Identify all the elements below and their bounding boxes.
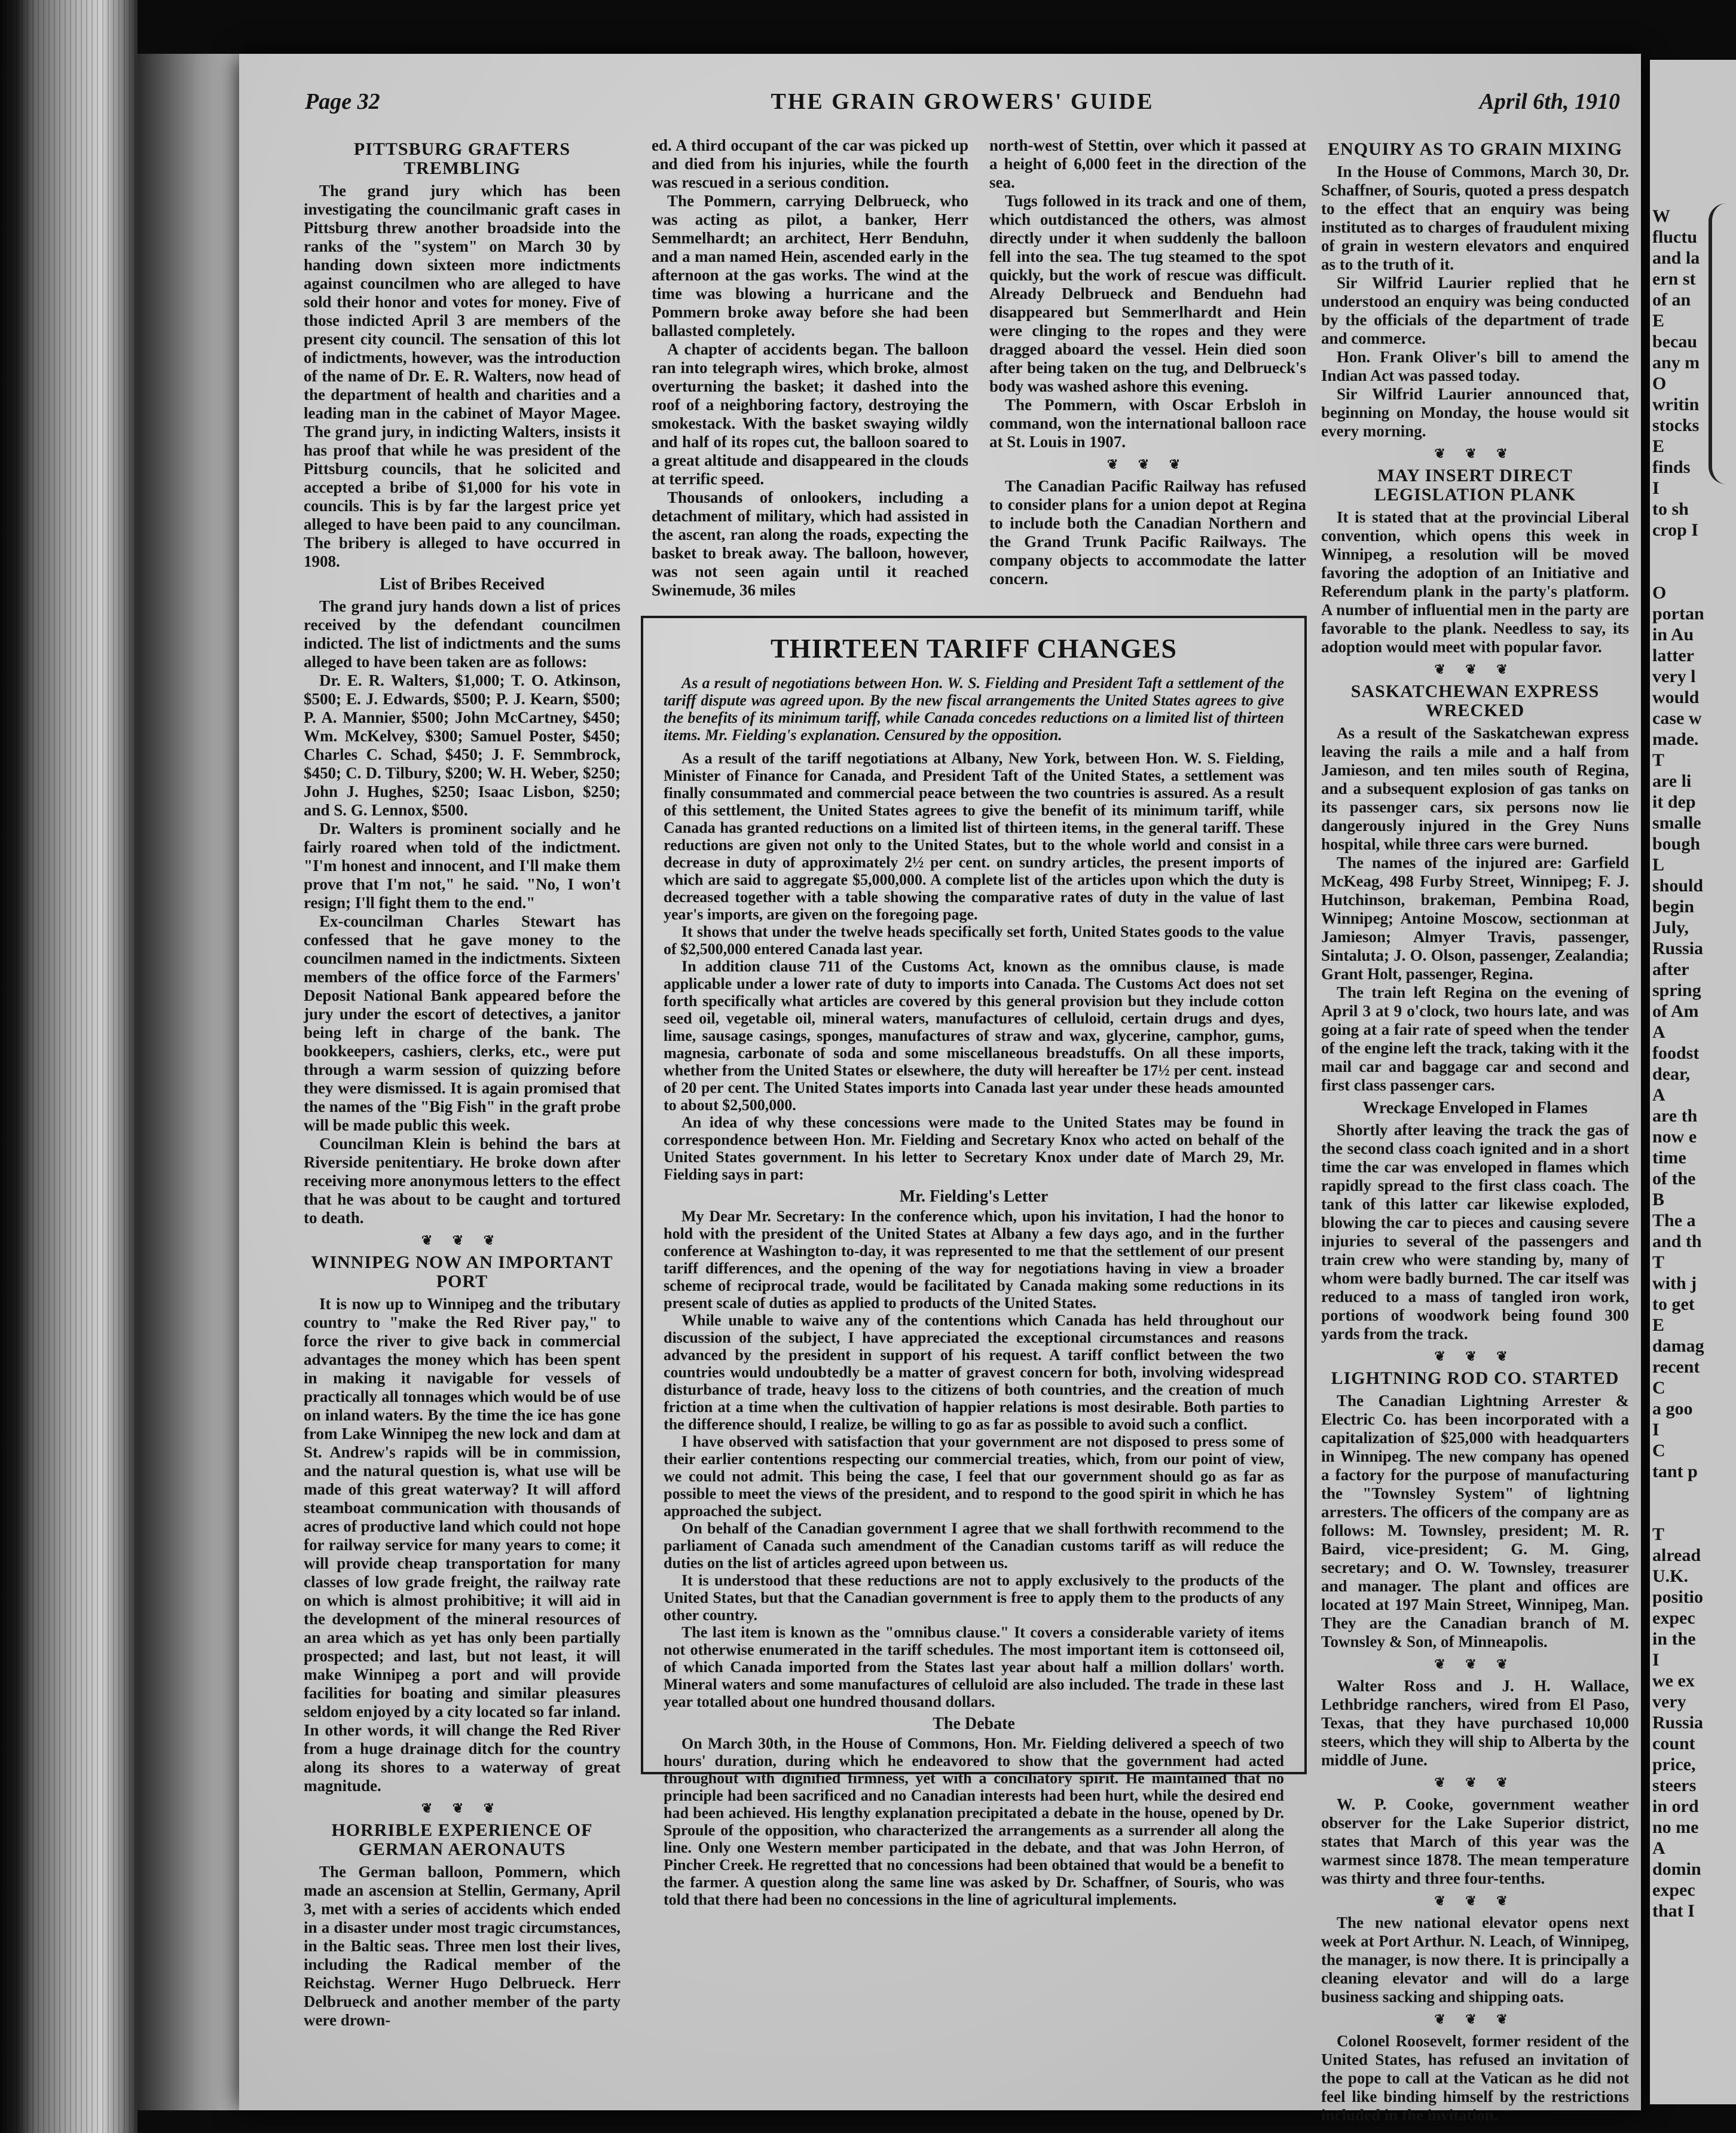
paragraph: While unable to waive any of the contentions which Canada has held throughout our discussion of the subject, I have appreciated the exceptional circumstances and reasons advanced by the president in support of his request. A tariff conflict between the two countries would undoubtedly be a matter of gravest concern for both, involving widespread disturbance of trade, heavy loss to the citizens of both countries, and the creation of much friction at a time when the cultivation of happier relations is most desirable. Both parties to the difference should, I realize, be willing to go as far as possible to avoid such a conflict. (664, 1312, 1284, 1433)
facing-page-line: it dep (1652, 792, 1696, 812)
facing-page-line: are th (1652, 1106, 1698, 1126)
facing-page-line: latter (1652, 646, 1694, 665)
paragraph: ed. A third occupant of the car was picked up and died from his injuries, while the fourth was rescued in a serious condition. (652, 136, 968, 191)
facing-page-line: and la (1652, 248, 1700, 268)
headline-winnipeg-port: WINNIPEG NOW AN IMPORTANT PORT (311, 1252, 613, 1291)
facing-page-line: T (1652, 750, 1665, 770)
issue-date: April 6th, 1910 (1479, 89, 1620, 114)
facing-page-line: case w (1652, 708, 1702, 728)
paragraph: Sir Wilfrid Laurier replied that he understood an enquiry was being conducted by the officials of the department of trade and commerce. (1321, 274, 1629, 347)
facing-page-line: C (1652, 1441, 1665, 1460)
subheading-debate: The Debate (933, 1715, 1015, 1733)
paragraph: Hon. Frank Oliver's bill to amend the Indian Act was passed today. (1321, 348, 1629, 384)
facing-page-line: A (1652, 1838, 1665, 1858)
paragraph: Councilman Klein is behind the bars at Riverside penitentiary. He broke down after receiving more anonymous letters to the effect that he was about to be caught and tortured to death. (304, 1135, 621, 1227)
facing-page-line: tant p (1652, 1462, 1698, 1481)
facing-page-line: time (1652, 1148, 1686, 1168)
facing-page-line: E (1652, 1315, 1665, 1335)
facing-page-line: July, (1652, 918, 1689, 937)
masthead (305, 88, 1620, 120)
facing-page-line: of an (1652, 290, 1691, 310)
headline-direct-legislation: MAY INSERT DIRECT LEGISLATION PLANK (1374, 466, 1576, 505)
page-number: Page 32 (305, 89, 380, 114)
facing-page-line: The a (1652, 1211, 1696, 1230)
facing-page-line: portan (1652, 604, 1704, 624)
facing-page-line: in Au (1652, 625, 1694, 644)
facing-page-line: now e (1652, 1127, 1697, 1147)
paragraph: The grand jury which has been investigating the councilmanic graft cases in Pittsburg threw another broadside into the ranks of the "system" on March 30 by handing down sixteen more indictments against councilmen who are alleged to have sold their honor and votes for money. Five of those indicted April 3 are members of the present city council. The sensation of this lot of indictments, however, was the introduction of the name of Dr. E. R. Walters, now head of the department of health and charities and a leading man in the cabinet of Mayor Magee. The grand jury, in indicting Walters, insists it has proof that while he was president of the Pittsburg councils, that he solicited and accepted a bribe of $1,000 for his vote in councils. This is by far the largest price yet alleged to have been paid to any councilman. The bribery is alleged to have occurred in 1908. (304, 182, 621, 570)
facing-page-line: crop I (1652, 520, 1698, 540)
facing-page-line: O (1652, 583, 1667, 603)
paragraph: Dr. E. R. Walters, $1,000; T. O. Atkinson, $500; E. J. Edwards, $500; P. J. Kearn, $500; P. A. Mannier, $500; John McCartney, $450; Wm. McKelvey, $300; Samuel Poster, $450; Charles C. Schad, $450; J. F. Semmbrock, $450; C. D. Tilbury, $200; W. H. Weber, $250; John J. Hughes, $250; Isaac Lisbon, $250; and S. G. Lennox, $500. (304, 671, 621, 819)
facing-page-line: bough (1652, 834, 1701, 854)
paragraph: An idea of why these concessions were made to the United States may be found in correspondence between Hon. Mr. Fielding and Secretary Knox who acted on behalf of the United States government. In his letter to Secretary Knox under date of March 29, Mr. Fielding says in part: (664, 1114, 1284, 1183)
column-2 (652, 136, 968, 600)
paragraph: It is now up to Winnipeg and the tributary country to "make the Red River pay," to force the river to give back in commercial advantages the money which has been spent in making it navigable for vessels of practically all tonnages which would be of use on inland waters. By the time the ice has gone from Lake Winnipeg the new lock and dam at St. Andrew's rapids will be in commission, and the natural question is, what use will be made of this great waterway? It will afford steamboat communication with thousands of acres of productive land which could not hope for railway service for many years to come; it will provide cheap transportation for many classes of low grade freight, the railway rate on which is almost prohibitive; it will aid in the development of the mineral resources of an area which as yet has only been partially prospected; and last, but not least, it will make Winnipeg a port and will provide facilities for boating and similar pleasures seldom enjoyed by a city located so far inland. In other words, it will change the Red River from a huge drainage ditch for the country along its shores to a waterway of great magnitude. (304, 1295, 621, 1795)
headline-tariff: THIRTEEN TARIFF CHANGES (771, 633, 1177, 664)
facing-page-line: spring (1652, 980, 1701, 1000)
paragraph: The train left Regina on the evening of April 3 at 9 o'clock, two hours late, and was going at a fair rate of speed when the tender of the engine left the track, taking with it the mail car and baggage car and second and first class passenger cars. (1321, 983, 1629, 1094)
paragraph: On March 30th, in the House of Commons, Hon. Mr. Fielding delivered a speech of two hours' duration, during which he endeavored to show that the government had acted throughout with dignified firmness, yet with a conciliatory spirit. He maintained that no principle had been sacrificed and no Canadian interests had been hurt, while the desired end had been achieved. His lengthy explanation precipitated a debate in the house, opened by Dr. Sproule of the opposition, who characterized the arrangements as a surrender all along the line. Only one Western member participated in the debate, and that was John Herron, of Pincher Creek. He regretted that no concessions had been obtained that would be a benefit to the farmer. A question along the same line was asked by Dr. Schaffner, of Souris, who was told that there had been no concessions in the line of agricultural implements. (664, 1735, 1284, 1908)
facing-page-line: made. (1652, 729, 1699, 749)
facing-page-line: expec (1652, 1608, 1695, 1628)
headline-express-wrecked: SASKATCHEWAN EXPRESS WRECKED (1350, 682, 1600, 720)
facing-page-line: E (1652, 436, 1665, 456)
paragraph: The names of the injured are: Garfield McKeag, 498 Furby Street, Winnipeg; F. J. Hutchinson, brakeman, Pembina Road, Winnipeg; Antoine Moscow, sectionman at Jamieson; Almyer Travis, passenger, Sintaluta; J. O. Olson, passenger, Zealandia; Grant Holt, passenger, Regina. (1321, 854, 1629, 983)
facing-page-line (1650, 1483, 1736, 1504)
subheading-bribes: List of Bribes Received (379, 575, 545, 594)
facing-page-line: I (1652, 1650, 1659, 1670)
facing-page-line: would (1652, 687, 1700, 707)
paragraph: W. P. Cooke, government weather observer for the Lake Superior district, states that March of this year was the warmest since 1878. The mean temperature was thirty and three four-tenths. (1321, 1795, 1629, 1887)
facing-page-line: very (1652, 1692, 1686, 1712)
subheading-wreckage: Wreckage Enveloped in Flames (1362, 1099, 1588, 1117)
paragraph: The grand jury hands down a list of prices received by the defendant councilmen indicted. The list of indictments and the sums alleged to have been taken are as follows: (304, 597, 621, 671)
facing-page-line: and th (1652, 1231, 1702, 1251)
facing-page-illustration (1709, 203, 1736, 484)
facing-page-line: to get (1652, 1294, 1695, 1314)
section-ornament: ❦ ❦ ❦ (1434, 2012, 1516, 2027)
headline-lightning-rod: LIGHTNING ROD CO. STARTED (1331, 1368, 1619, 1388)
facing-page-line (1650, 123, 1736, 143)
facing-page-line: writin (1652, 395, 1700, 414)
paragraph: Walter Ross and J. H. Wallace, Lethbridge ranchers, wired from El Paso, Texas, that they have purchased 10,000 steers, which they will ship to Alberta by the middle of June. (1321, 1677, 1629, 1769)
paragraph: It is stated that at the provincial Liberal convention, which opens this week in Winnipeg, a resolution will be moved favoring the adoption of an Initiative and Referendum plank in the party's platform. A number of influential men in the party are favorable to the plank. Needless to say, its adoption would meet with popular favor. (1321, 508, 1629, 656)
tariff-article-box (641, 616, 1307, 1908)
facing-page-line: Russia (1652, 1713, 1704, 1732)
facing-page-line: I (1652, 478, 1659, 498)
paragraph: north-west of Stettin, over which it passed at a height of 6,000 feet in the direction of the sea. (989, 136, 1306, 191)
facing-page-fragment (1650, 60, 1736, 2104)
facing-page-line: no me (1652, 1817, 1699, 1837)
paragraph: On behalf of the Canadian government I agree that we shall forthwith recommend to the parliament of Canada such amendment of the Canadian customs tariff as will reduce the duties on the list of articles agreed upon between us. (664, 1520, 1284, 1572)
facing-page-line: we ex (1652, 1671, 1695, 1691)
facing-page-line: expec (1652, 1880, 1695, 1900)
facing-page-line: smalle (1652, 813, 1701, 833)
headline-grain-mixing: ENQUIRY AS TO GRAIN MIXING (1328, 139, 1622, 159)
column-4 (1321, 136, 1629, 2125)
facing-page-line: B (1652, 1190, 1665, 1209)
facing-page-line: T (1652, 1252, 1665, 1272)
facing-page-line (1650, 143, 1736, 164)
section-ornament: ❦ ❦ ❦ (1434, 1775, 1516, 1790)
newspaper-page (239, 54, 1641, 2124)
facing-page-line: are li (1652, 771, 1692, 791)
facing-page-line: stocks (1652, 415, 1700, 435)
newspaper-title: THE GRAIN GROWERS' GUIDE (771, 89, 1154, 114)
facing-page-line (1650, 81, 1736, 102)
facing-page-line: foodst (1652, 1043, 1700, 1063)
headline-aeronauts: HORRIBLE EXPERIENCE OF GERMAN AERONAUTS (331, 1820, 593, 1859)
paragraph: I have observed with satisfaction that your government are not disposed to press some of their earlier contentions respecting our commercial treaties, which, from our point of view, we could not admit. This being the case, I feel that our government should go as far as possible to meet the views of the president, and to respond to the good spirit in which he has approached the subject. (664, 1433, 1284, 1520)
paragraph: The new national elevator opens next week at Port Arthur. N. Leach, of Winnipeg, the manager, is now there. It is principally a cleaning elevator and will do a large business sacking and shipping oats. (1321, 1914, 1629, 2006)
facing-page-line: with j (1652, 1273, 1697, 1293)
paragraph: Sir Wilfrid Laurier announced that, beginning on Monday, the house would sit every morning. (1321, 385, 1629, 440)
paragraph: My Dear Mr. Secretary: In the conference which, upon his invitation, I had the honor to hold with the president of the United States at Albany a few days ago, and in the further conference at Washington to-day, it was represented to me that the settlement of our present tariff differences, and the opening of the way for negotiations having in view a broader scheme of reciprocal trade, would be facilitated by Canada making some reductions in its present scale of duties as applied to products of the United States. (664, 1208, 1284, 1312)
facing-page-line: Russia (1652, 939, 1704, 958)
facing-page-line (1650, 562, 1736, 583)
facing-page-line: very l (1652, 667, 1696, 686)
facing-page-line: domin (1652, 1859, 1701, 1879)
facing-page-line: C (1652, 1378, 1665, 1398)
section-ornament: ❦ ❦ ❦ (1434, 662, 1516, 677)
paragraph: Ex-councilman Charles Stewart has confessed that he gave money to the councilmen named in the indictments. Sixteen members of the office force of the Farmers' Deposit National Bank appeared before the jury under the escort of detectives, a janitor being left in charge of the bank. The bookkeepers, cashiers, clerks, etc., were put through a warm session of quizzing before they were dismissed. It is again promised that the names of the "Big Fish" in the graft probe will be made public this week. (304, 912, 621, 1134)
facing-page-line: to sh (1652, 499, 1689, 519)
subheading-letter: Mr. Fielding's Letter (899, 1187, 1049, 1206)
facing-page-line: damag (1652, 1336, 1704, 1356)
paragraph: In addition clause 711 of the Customs Act, known as the omnibus clause, is made applicable under a lower rate of duty to imports into Canada. The Customs Act does not set forth specifically what articles are covered by this general provision but they include cotton seed oil, vegetable oil, mineral waters, manufactures of celluloid, certain drugs and dyes, lime, sausage casings, sponges, manufactures of straw and wax, glycerine, camphor, gums, magnesia, carbonate of soda and some miscellaneous breadstuffs. On all these imports, whether from the United States or elsewhere, the duty will hereafter be 17½ per cent. instead of 20 per cent. The United States imports into Canada last year under these heads amounted to about $2,500,000. (664, 958, 1284, 1114)
facing-page-line: of the (1652, 1169, 1696, 1188)
headline-pittsburg: PITTSBURG GRAFTERS TREMBLING (353, 139, 571, 178)
section-ornament: ❦ ❦ ❦ (1434, 1349, 1516, 1364)
facing-page-line: I (1652, 1420, 1659, 1440)
facing-page-line: after (1652, 959, 1689, 979)
facing-page-line (1650, 102, 1736, 123)
facing-page-line: steers (1652, 1776, 1697, 1795)
paragraph: Tugs followed in its track and one of them, which outdistanced the others, was almost directly under it when suddenly the balloon fell into the sea. The tug steamed to the spot quickly, but the work of rescue was difficult. Already Delbrueck and Benduehn had disappeared but Semmerlhardt and Hein were clinging to the ropes and they were dragged aboard the vessel. Hein died soon after being taken on the tug, and Delbrueck's body was washed ashore this evening. (989, 192, 1306, 395)
facing-page-line: E (1652, 311, 1665, 331)
paragraph: As a result of the Saskatchewan express leaving the rails a mile and a half from Jamieson, and ten miles south of Regina, and a subsequent explosion of gas tanks on its passenger cars, six persons now lie dangerously injured in the Grey Nuns hospital, while three cars were burned. (1321, 724, 1629, 853)
section-ornament: ❦ ❦ ❦ (421, 1233, 503, 1248)
facing-page-line: becau (1652, 332, 1697, 352)
paragraph: Colonel Roosevelt, former resident of the United States, has refused an invitation of the pope to call at the Vatican as he did not feel like binding himself by the restrictions included in the invitation. (1321, 2032, 1629, 2124)
facing-page-line: count (1652, 1734, 1695, 1753)
paragraph: A chapter of accidents began. The balloon ran into telegraph wires, which broke, almost overturning the basket; it dashed into the roof of a neighboring factory, destroying the smokestack. With the basket swaying wildly and half of its ropes cut, the balloon soared to a great altitude and disappeared in the clouds at terrific speed. (652, 340, 968, 488)
facing-page-line: L (1652, 855, 1665, 875)
facing-page-line: price, (1652, 1755, 1696, 1774)
facing-page-line: in the (1652, 1629, 1696, 1649)
facing-page-line: T (1652, 1524, 1665, 1544)
paragraph: Thousands of onlookers, including a detachment of military, which had assisted in the ascent, ran along the roads, expecting the basket to break away. The balloon, however, was not seen again until it reached Swinemude, 36 miles (652, 488, 968, 599)
section-ornament: ❦ ❦ ❦ (1434, 446, 1516, 461)
facing-page-line: in ord (1652, 1796, 1699, 1816)
paragraph: The Canadian Pacific Railway has refused to consider plans for a union depot at Regina to include both the Canadian Northern and the Grand Trunk Pacific Railways. The company objects to accommodate the latter concern. (989, 477, 1306, 588)
paragraph: It shows that under the twelve heads specifically set forth, United States goods to the value of $2,500,000 entered Canada last year. (664, 923, 1284, 958)
facing-page-line: begin (1652, 897, 1695, 916)
section-ornament: ❦ ❦ ❦ (1434, 1657, 1516, 1671)
facing-page-line (1650, 1504, 1736, 1524)
facing-page-line: recent (1652, 1357, 1700, 1377)
facing-page-line: positio (1652, 1587, 1704, 1607)
facing-page-line: a goo (1652, 1399, 1693, 1419)
facing-page-line: W (1652, 206, 1670, 226)
section-ornament: ❦ ❦ ❦ (1107, 457, 1189, 472)
facing-page-line: U.K. (1652, 1566, 1688, 1586)
facing-page-line: that I (1652, 1901, 1695, 1921)
paragraph: In the House of Commons, March 30, Dr. Schaffner, of Souris, quoted a press despatch to the effect that an enquiry was being instituted as to charges of fraudulent mixing of grain in western elevators and enquired as to the truth of it. (1321, 163, 1629, 273)
facing-page-line: any m (1652, 353, 1700, 372)
facing-page-line: ern st (1652, 269, 1696, 289)
article-lead: As a result of negotiations between Hon. W. S. Fielding and President Taft a settlement of the tariff dispute was agreed upon. By the new fiscal arrangements the United States agrees to give the benefits of its minimum tariff, while Canada concedes reductions on a limited list of thirteen items. Mr. Fielding's explanation. Censured by the opposition. (664, 674, 1284, 744)
section-ornament: ❦ ❦ ❦ (421, 1801, 503, 1816)
column-1 (304, 136, 621, 2030)
facing-page-line: of Am (1652, 1001, 1699, 1021)
section-ornament: ❦ ❦ ❦ (1434, 1893, 1516, 1908)
facing-page-line (1650, 60, 1736, 81)
paragraph: The last item is known as the "omnibus clause." It covers a considerable variety of items not otherwise enumerated in the tariff schedules. The most important item is cottonseed oil, of which Canada imported from the States last year about half a million dollars' worth. Mineral waters and some manufactures of celluloid are also included. The trade in these last year totalled about one hundred thousand dollars. (664, 1624, 1284, 1710)
facing-page-line: O (1652, 374, 1667, 393)
page-gutter (137, 54, 239, 2110)
facing-page-line (1650, 541, 1736, 562)
paragraph: The Pommern, carrying Delbrueck, who was acting as pilot, a banker, Herr Semmelhardt; an architect, Herr Benduhn, and a man named Hein, ascended early in the afternoon at the gas works. The wind at the time was blowing a hurricane and the Pommern broke away before she had been ballasted completely. (652, 192, 968, 340)
facing-page-line: should (1652, 876, 1704, 896)
facing-page-line: dear, (1652, 1064, 1691, 1084)
facing-page-line: A (1652, 1022, 1665, 1042)
paragraph: It is understood that these reductions are not to apply exclusively to the products of the United States, but that the Canadian government is free to apply them to the products of any other country. (664, 1572, 1284, 1624)
facing-page-line: alread (1652, 1545, 1701, 1565)
facing-page-line: fluctu (1652, 227, 1697, 247)
paragraph: Shortly after leaving the track the gas of the second class coach ignited and in a short time the car was enveloped in flames which rapidly spread to the first class coach. The tank of this latter car likewise exploded, blowing the car to pieces and causing severe injuries to several of the passengers and train crew who were standing by, many of whom were badly burned. The car itself was reduced to a mass of tangled iron work, portions of woodwork being found 300 yards from the track. (1321, 1121, 1629, 1343)
column-3 (989, 136, 1306, 588)
facing-page-line: finds (1652, 457, 1691, 477)
paragraph: The Canadian Lightning Arrester & Electric Co. has been incorporated with a capitalization of $25,000 with headquarters in Winnipeg. The new company has opened a factory for the purpose of manufacturing the "Townsley System" of lightning arresters. The officers of the company are as follows: M. Townsley, president; M. R. Baird, vice-president; G. M. Ging, secretary; and O. W. Townsley, treasurer and manager. The plant and offices are located at 197 Main Street, Winnipeg, Man. They are the Canadian branch of M. Townsley & Son, of Minneapolis. (1321, 1392, 1629, 1651)
paragraph: As a result of the tariff negotiations at Albany, New York, between Hon. W. S. Fielding, Minister of Finance for Canada, and President Taft of the United States, a settlement was finally consummated and commercial peace between the two countries is assured. As a result of this settlement, the United States agrees to give the benefit of its minimum tariff, while Canada has granted reductions on a limited list of thirteen items, in the general tariff. These reductions are given not only to the United States, but to the whole world and consist in a decrease in duty of approximately 2½ per cent. on sundry articles, the present imports of which are said to aggregate $5,000,000. A complete list of the articles upon which the duty is decreased together with a table showing the comparative rates of duty in the value of last year's imports, are given on the foregoing page. (664, 750, 1284, 923)
facing-page-line: A (1652, 1085, 1665, 1105)
paragraph: Dr. Walters is prominent socially and he fairly roared when told of the indictment. "I'm honest and innocent, and I'll make them prove that I'm not," he said. "No, I won't resign; I'll fight them to the end." (304, 820, 621, 912)
paragraph: The German balloon, Pommern, which made an ascension at Stellin, Germany, April 3, met with a series of accidents which ended in a disaster under most tragic circumstances, in the Baltic seas. Three men lost their lives, including the Radical member of the Reichstag. Werner Hugo Delbrueck. Herr Delbrueck and another member of the party were drown- (304, 1863, 621, 2029)
book-spine (0, 0, 137, 2133)
facing-page-line (1650, 164, 1736, 185)
paragraph: The Pommern, with Oscar Erbsloh in command, won the international balloon race at St. Louis in 1907. (989, 396, 1306, 451)
